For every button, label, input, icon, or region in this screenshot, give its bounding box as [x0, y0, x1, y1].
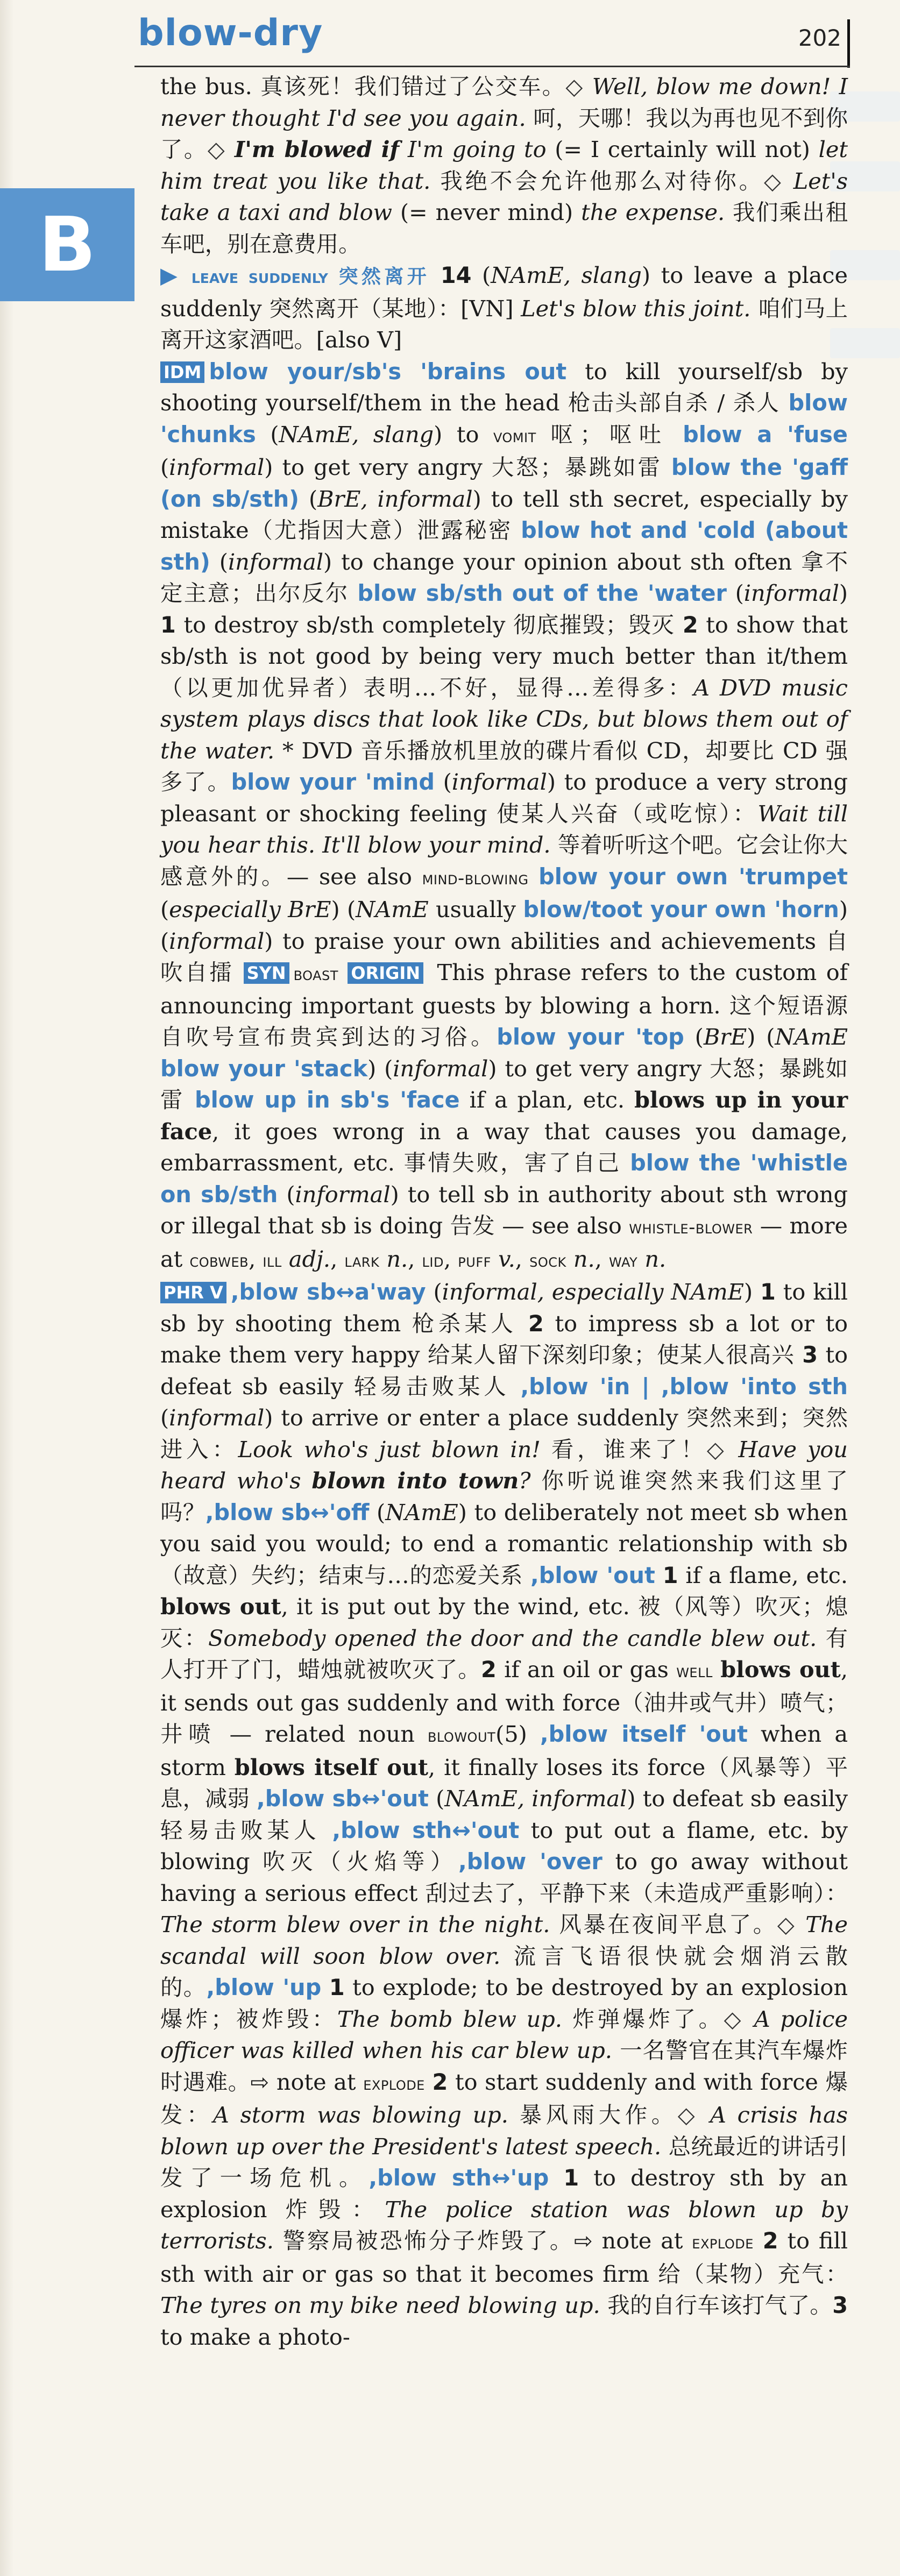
header-rule	[134, 66, 850, 67]
header-vertical-rule	[847, 19, 850, 68]
guide-word: blow-dry	[138, 12, 323, 54]
letter-thumb-tab	[0, 188, 134, 301]
page-number: 202	[798, 25, 841, 51]
running-head	[134, 12, 850, 71]
dictionary-entry-text: the bus. 真该死！我们错过了公交车。◇ Well, blow me down! I never thought I'd see you again. 呵，天哪！我以为再也见不到你了。◇ I'm blowed if I'm going to (= I certainly will not) let him treat you like that. 我绝不会允许他那么对待你。◇ Let's take a taxi and blow (= never mind) the expense. 我们乘出租车吧，别在意费用。 ▶ leave suddenly 突然离开 14 (NAmE, slang) to leave a place suddenly 突然离开（某地）：[VN] Let's blow this joint. 咱们马上离开这家酒吧。[also V] IDM blow your/sb's 'brains out to kill yourself/sb by shooting yourself/them in the head 枪击头部自杀 / 杀人 blow 'chunks (NAmE, slang) to vomit 呕；呕吐 blow a 'fuse (informal) to get very angry 大怒；暴跳如雷 blow the 'gaff (on sb/sth) (BrE, informal) to tell sth secret, especially by mistake（尤指因大意）泄露秘密 blow hot and 'cold (about sth) (informal) to change your opinion about sth often 拿不定主意；出尔反尔 blow sb/sth out of the 'water (informal) 1 to destroy sb/sth completely 彻底摧毁；毁灭 2 to show that sb/sth is not good by being very much better than it/them（以更加优异者）表明…不好，显得…差得多：A DVD music system plays discs that look like CDs, but blows them out of the water. * DVD 音乐播放机里放的碟片看似 CD，却要比 CD 强多了。blow your 'mind (informal) to produce a very strong pleasant or shocking feeling 使某人兴奋（或吃惊）：Wait till you hear this. It'll blow your mind. 等着听听这个吧。它会让你大感意外的。— see also mind-blowing blow your own 'trumpet (especially BrE) (NAmE usually blow/toot your own 'horn) (informal) to praise your own abilities and achievements 自吹自擂 SYN boast ORIGIN This phrase refers to the custom of announcing important guests by blowing a horn. 这个短语源自吹号宣布贵宾到达的习俗。blow your 'top (BrE) (NAmE blow your 'stack) (informal) to get very angry 大怒；暴跳如雷 blow up in sb's 'face if a plan, etc. blows up in your face, it goes wrong in a way that causes you damage, embarrassment, etc. 事情失败，害了自己 blow the 'whistle on sb/sth (informal) to tell sb in authority about sth wrong or illegal that sb is doing 告发 — see also whistle-blower — more at cobweb, ill adj., lark n., lid, puff v., sock n., way n. PHR V ,blow sb↔a'way (informal, especially NAmE) 1 to kill sb by shooting them 枪杀某人 2 to impress sb a lot or to make them very happy 给某人留下深刻印象；使某人很高兴 3 to defeat sb easily 轻易击败某人 ,blow 'in | ,blow 'into sth (informal) to arrive or enter a place suddenly 突然来到；突然进入：Look who's just blown in! 看，谁来了！◇ Have you heard who's blown into town? 你听说谁突然来我们这里了吗？,blow sb↔'off (NAmE) to deliberately not meet sb when you said you would; to end a romantic relationship with sb（故意）失约；结束与…的恋爱关系 ,blow 'out 1 if a flame, etc. blows out, it is put out by the wind, etc. 被（风等）吹灭；熄灭：Somebody opened the door and the candle blew out. 有人打开了门，蜡烛就被吹灭了。2 if an oil or gas well blows out, it sends out gas suddenly and with force（油井或气井）喷气；井喷 — related noun blowout(5) ,blow itself 'out when a storm blows itself out, it finally loses its force（风暴等）平息，减弱 ,blow sb↔'out (NAmE, informal) to defeat sb easily 轻易击败某人 ,blow sth↔'out to put out a flame, etc. by blowing 吹灭（火焰等）,blow 'over to go away without having a serious effect 刮过去了，平静下来（未造成严重影响）：The storm blew over in the night. 风暴在夜间平息了。◇ The scandal will soon blow over. 流言飞语很快就会烟消云散的。,blow 'up 1 to explode; to be destroyed by an explosion 爆炸；被炸毁：The bomb blew up. 炸弹爆炸了。◇ A police officer was killed when his car blew up. 一名警官在其汽车爆炸时遇难。⇨ note at explode 2 to start suddenly and with force 爆发：A storm was blowing up. 暴风雨大作。◇ A crisis has blown up over the President's latest speech. 总统最近的讲话引发了一场危机。,blow sth↔'up 1 to destroy sth by an explosion 炸毁：The police station was blown up by terrorists. 警察局被恐怖分子炸毁了。⇨ note at explode 2 to fill sth with air or gas so that it becomes firm 给（某物）充气：The tyres on my bike need blowing up. 我的自行车该打气了。3 to make a photo-	[160, 74, 848, 2350]
thumb-tab-letter: B	[38, 201, 96, 289]
page-gutter	[0, 0, 14, 2576]
